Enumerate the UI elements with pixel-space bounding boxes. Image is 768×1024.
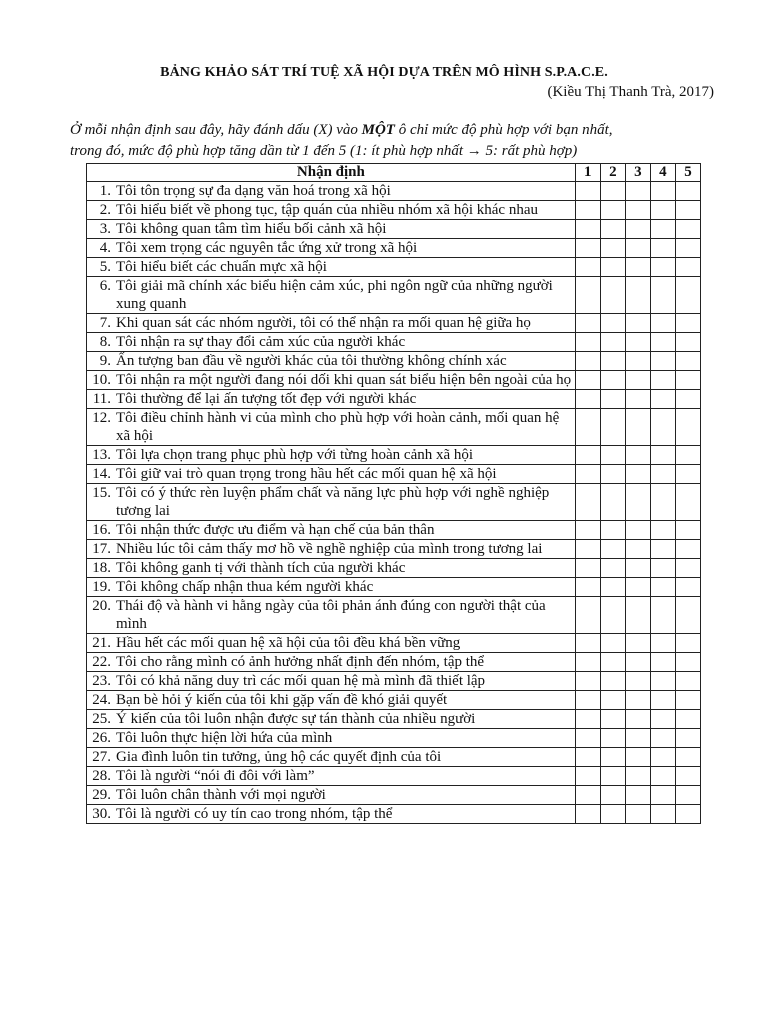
rating-cell-5[interactable]: [675, 409, 700, 446]
statement-number: 28.: [92, 768, 111, 784]
statement-cell: [87, 371, 576, 390]
statement-number: 4.: [99, 240, 111, 256]
table-row: [87, 559, 701, 578]
rating-cell-3[interactable]: [625, 786, 650, 805]
rating-cell-2[interactable]: [600, 767, 625, 786]
rating-cell-1[interactable]: [575, 182, 600, 201]
rating-cell-3[interactable]: [625, 578, 650, 597]
table-row: [87, 352, 701, 371]
rating-cell-1[interactable]: [575, 559, 600, 578]
rating-cell-1[interactable]: [575, 729, 600, 748]
rating-cell-2[interactable]: [600, 277, 625, 314]
table-row: [87, 484, 701, 521]
header-level-3: 3: [625, 164, 650, 182]
statement-number: 22.: [92, 654, 111, 670]
statement-text: Thái độ và hành vi hằng ngày của tôi phản ánh đúng con người thật của mình: [116, 598, 546, 632]
statement-text: Tôi không ganh tị với thành tích của người khác: [116, 560, 406, 576]
table-row: [87, 201, 701, 220]
rating-cell-3[interactable]: [625, 201, 650, 220]
rating-cell-4[interactable]: [650, 220, 675, 239]
statement-text: Hầu hết các mối quan hệ xã hội của tôi đều khá bền vững: [116, 635, 461, 651]
statement-text: Tôi cho rằng mình có ảnh hưởng nhất định đến nhóm, tập thể: [116, 654, 485, 670]
rating-cell-3[interactable]: [625, 691, 650, 710]
rating-cell-5[interactable]: [675, 390, 700, 409]
rating-cell-1[interactable]: [575, 314, 600, 333]
statement-text: Bạn bè hỏi ý kiến của tôi khi gặp vấn đề khó giải quyết: [116, 692, 448, 708]
rating-cell-2[interactable]: [600, 409, 625, 446]
rating-cell-5[interactable]: [675, 540, 700, 559]
rating-cell-3[interactable]: [625, 390, 650, 409]
rating-cell-4[interactable]: [650, 710, 675, 729]
rating-cell-1[interactable]: [575, 767, 600, 786]
rating-cell-2[interactable]: [600, 390, 625, 409]
rating-cell-4[interactable]: [650, 333, 675, 352]
rating-cell-1[interactable]: [575, 540, 600, 559]
rating-cell-3[interactable]: [625, 352, 650, 371]
rating-cell-5[interactable]: [675, 672, 700, 691]
table-row: [87, 390, 701, 409]
table-row: [87, 333, 701, 352]
rating-cell-3[interactable]: [625, 182, 650, 201]
rating-cell-5[interactable]: [675, 201, 700, 220]
statement-number: 25.: [92, 711, 111, 727]
rating-cell-4[interactable]: [650, 805, 675, 824]
header-statement: Nhận định: [87, 164, 576, 182]
rating-cell-3[interactable]: [625, 597, 650, 634]
rating-cell-3[interactable]: [625, 521, 650, 540]
statement-text: Tôi là người có uy tín cao trong nhóm, tập thể: [116, 806, 393, 822]
statement-text: Tôi thường để lại ấn tượng tốt đẹp với người khác: [116, 391, 417, 407]
rating-cell-1[interactable]: [575, 691, 600, 710]
rating-cell-3[interactable]: [625, 559, 650, 578]
table-row: [87, 578, 701, 597]
rating-cell-5[interactable]: [675, 805, 700, 824]
statement-number: 27.: [92, 749, 111, 765]
statement-number: 30.: [92, 806, 111, 822]
rating-cell-2[interactable]: [600, 239, 625, 258]
statement-number: 9.: [99, 353, 111, 369]
rating-cell-1[interactable]: [575, 446, 600, 465]
rating-cell-5[interactable]: [675, 465, 700, 484]
table-row: [87, 805, 701, 824]
header-level-5: 5: [675, 164, 700, 182]
rating-cell-5[interactable]: [675, 446, 700, 465]
table-row: [87, 653, 701, 672]
rating-cell-4[interactable]: [650, 767, 675, 786]
rating-cell-1[interactable]: [575, 465, 600, 484]
rating-cell-2[interactable]: [600, 314, 625, 333]
table-row: [87, 521, 701, 540]
rating-cell-3[interactable]: [625, 465, 650, 484]
rating-cell-4[interactable]: [650, 653, 675, 672]
statement-number: 17.: [92, 541, 111, 557]
table-row: [87, 371, 701, 390]
statement-cell: [87, 729, 576, 748]
rating-cell-2[interactable]: [600, 805, 625, 824]
document-title: BẢNG KHẢO SÁT TRÍ TUỆ XÃ HỘI DỰA TRÊN MÔ HÌNH S.P.A.C.E.: [160, 65, 608, 80]
header-level-4: 4: [650, 164, 675, 182]
statement-number: 13.: [92, 447, 111, 463]
statement-cell: [87, 484, 576, 521]
rating-cell-1[interactable]: [575, 352, 600, 371]
rating-cell-4[interactable]: [650, 729, 675, 748]
rating-cell-5[interactable]: [675, 314, 700, 333]
rating-cell-3[interactable]: [625, 446, 650, 465]
rating-cell-3[interactable]: [625, 653, 650, 672]
table-row: [87, 258, 701, 277]
table-row: [87, 540, 701, 559]
statement-number: 8.: [99, 334, 111, 350]
rating-cell-2[interactable]: [600, 220, 625, 239]
statement-number: 1.: [99, 183, 111, 199]
statement-text: Tôi không quan tâm tìm hiểu bối cảnh xã hội: [116, 221, 387, 237]
statement-cell: [87, 805, 576, 824]
rating-cell-5[interactable]: [675, 559, 700, 578]
statement-text: Tôi hiểu biết về phong tục, tập quán của nhiều nhóm xã hội khác nhau: [116, 202, 538, 218]
table-row: [87, 597, 701, 634]
rating-cell-3[interactable]: [625, 767, 650, 786]
table-row: [87, 748, 701, 767]
rating-cell-2[interactable]: [600, 691, 625, 710]
rating-cell-1[interactable]: [575, 277, 600, 314]
rating-cell-4[interactable]: [650, 540, 675, 559]
rating-cell-2[interactable]: [600, 634, 625, 653]
statement-cell: [87, 634, 576, 653]
rating-cell-5[interactable]: [675, 729, 700, 748]
table-row: [87, 314, 701, 333]
statement-text: Tôi luôn chân thành với mọi người: [116, 787, 326, 803]
rating-cell-2[interactable]: [600, 465, 625, 484]
rating-cell-1[interactable]: [575, 597, 600, 634]
statement-cell: [87, 220, 576, 239]
rating-cell-1[interactable]: [575, 409, 600, 446]
table-row: [87, 710, 701, 729]
rating-cell-3[interactable]: [625, 371, 650, 390]
rating-cell-1[interactable]: [575, 258, 600, 277]
survey-table: [86, 163, 701, 824]
rating-cell-5[interactable]: [675, 578, 700, 597]
rating-cell-1[interactable]: [575, 653, 600, 672]
rating-cell-3[interactable]: [625, 634, 650, 653]
rating-cell-1[interactable]: [575, 805, 600, 824]
rating-cell-4[interactable]: [650, 201, 675, 220]
rating-cell-2[interactable]: [600, 352, 625, 371]
table-row: [87, 786, 701, 805]
rating-cell-4[interactable]: [650, 578, 675, 597]
rating-cell-1[interactable]: [575, 634, 600, 653]
statement-number: 6.: [99, 278, 111, 294]
rating-cell-4[interactable]: [650, 597, 675, 634]
rating-cell-1[interactable]: [575, 748, 600, 767]
rating-cell-3[interactable]: [625, 540, 650, 559]
rating-cell-2[interactable]: [600, 446, 625, 465]
rating-cell-4[interactable]: [650, 371, 675, 390]
rating-cell-1[interactable]: [575, 484, 600, 521]
statement-cell: [87, 465, 576, 484]
rating-cell-1[interactable]: [575, 201, 600, 220]
statement-cell: [87, 672, 576, 691]
instruction-text: trong đó, mức độ phù hợp tăng dần từ 1 đến 5 (1: ít phù hợp nhất: [70, 143, 467, 159]
rating-cell-1[interactable]: [575, 239, 600, 258]
statement-cell: [87, 201, 576, 220]
rating-cell-5[interactable]: [675, 258, 700, 277]
rating-cell-4[interactable]: [650, 390, 675, 409]
rating-cell-4[interactable]: [650, 465, 675, 484]
statement-number: 7.: [99, 315, 111, 331]
table-row: [87, 672, 701, 691]
document-author: (Kiều Thị Thanh Trà, 2017): [547, 84, 714, 100]
rating-cell-4[interactable]: [650, 352, 675, 371]
statement-cell: [87, 258, 576, 277]
rating-cell-5[interactable]: [675, 182, 700, 201]
rating-cell-4[interactable]: [650, 521, 675, 540]
statement-number: 26.: [92, 730, 111, 746]
rating-cell-4[interactable]: [650, 182, 675, 201]
table-row: [87, 182, 701, 201]
statement-number: 20.: [92, 598, 111, 614]
rating-cell-5[interactable]: [675, 634, 700, 653]
rating-cell-5[interactable]: [675, 352, 700, 371]
rating-cell-3[interactable]: [625, 729, 650, 748]
rating-cell-3[interactable]: [625, 409, 650, 446]
rating-cell-4[interactable]: [650, 786, 675, 805]
table-row: [87, 634, 701, 653]
rating-cell-2[interactable]: [600, 182, 625, 201]
statement-cell: [87, 559, 576, 578]
table-row: [87, 446, 701, 465]
statement-text: Tôi nhận thức được ưu điểm và hạn chế của bản thân: [116, 522, 435, 538]
rating-cell-3[interactable]: [625, 314, 650, 333]
rating-cell-4[interactable]: [650, 239, 675, 258]
statement-cell: [87, 748, 576, 767]
table-row: [87, 691, 701, 710]
rating-cell-1[interactable]: [575, 220, 600, 239]
rating-cell-2[interactable]: [600, 484, 625, 521]
statement-text: Tôi là người “nói đi đôi với làm”: [116, 768, 315, 784]
statement-number: 23.: [92, 673, 111, 689]
table-row: [87, 277, 701, 314]
statement-text: Tôi có ý thức rèn luyện phẩm chất và năng lực phù hợp với nghề nghiệp tương lai: [116, 485, 550, 519]
rating-cell-3[interactable]: [625, 258, 650, 277]
rating-cell-2[interactable]: [600, 653, 625, 672]
rating-cell-2[interactable]: [600, 258, 625, 277]
table-row: [87, 409, 701, 446]
statement-text: Khi quan sát các nhóm người, tôi có thể nhận ra mối quan hệ giữa họ: [116, 315, 531, 331]
statement-number: 3.: [99, 221, 111, 237]
rating-cell-5[interactable]: [675, 748, 700, 767]
rating-cell-3[interactable]: [625, 484, 650, 521]
statement-cell: [87, 521, 576, 540]
rating-cell-3[interactable]: [625, 710, 650, 729]
rating-cell-3[interactable]: [625, 748, 650, 767]
rating-cell-4[interactable]: [650, 258, 675, 277]
statement-cell: [87, 540, 576, 559]
rating-cell-4[interactable]: [650, 559, 675, 578]
rating-cell-4[interactable]: [650, 277, 675, 314]
rating-cell-4[interactable]: [650, 409, 675, 446]
statement-text: Ý kiến của tôi luôn nhận được sự tán thành của nhiều người: [116, 711, 476, 727]
instruction-text: Ở mỗi nhận định sau đây, hãy đánh dấu (X) vào: [70, 122, 362, 138]
statement-text: Tôi xem trọng các nguyên tắc ứng xử trong xã hội: [116, 240, 418, 256]
rating-cell-1[interactable]: [575, 710, 600, 729]
rating-cell-2[interactable]: [600, 201, 625, 220]
statement-cell: [87, 314, 576, 333]
statement-number: 12.: [92, 410, 111, 426]
rating-cell-2[interactable]: [600, 729, 625, 748]
statement-number: 18.: [92, 560, 111, 576]
rating-cell-3[interactable]: [625, 672, 650, 691]
table-row: [87, 767, 701, 786]
header-level-2: 2: [600, 164, 625, 182]
rating-cell-5[interactable]: [675, 239, 700, 258]
instruction-text: ô chỉ mức độ phù hợp với bạn nhất,: [394, 122, 613, 138]
statement-text: Tôi không chấp nhận thua kém người khác: [116, 579, 374, 595]
rating-cell-1[interactable]: [575, 371, 600, 390]
instruction-text: 5: rất phù hợp): [481, 143, 578, 159]
statement-number: 10.: [92, 372, 111, 388]
rating-cell-3[interactable]: [625, 333, 650, 352]
rating-cell-5[interactable]: [675, 333, 700, 352]
statement-cell: [87, 182, 576, 201]
rating-cell-2[interactable]: [600, 748, 625, 767]
statement-text: Tôi giải mã chính xác biểu hiện cảm xúc, phi ngôn ngữ của những người xung quanh: [116, 278, 553, 312]
statement-text: Tôi luôn thực hiện lời hứa của mình: [116, 730, 333, 746]
rating-cell-2[interactable]: [600, 786, 625, 805]
rating-cell-5[interactable]: [675, 484, 700, 521]
rating-cell-1[interactable]: [575, 390, 600, 409]
rating-cell-2[interactable]: [600, 672, 625, 691]
rating-cell-4[interactable]: [650, 691, 675, 710]
statement-text: Gia đình luôn tin tưởng, ủng hộ các quyết định của tôi: [116, 749, 442, 765]
statement-text: Tôi tôn trọng sự đa dạng văn hoá trong xã hội: [116, 183, 391, 199]
table-header-row: [87, 164, 701, 182]
rating-cell-4[interactable]: [650, 484, 675, 521]
rating-cell-4[interactable]: [650, 314, 675, 333]
statement-cell: [87, 277, 576, 314]
table-row: [87, 220, 701, 239]
rating-cell-1[interactable]: [575, 672, 600, 691]
rating-cell-2[interactable]: [600, 578, 625, 597]
rating-cell-2[interactable]: [600, 597, 625, 634]
table-row: [87, 729, 701, 748]
rating-cell-5[interactable]: [675, 691, 700, 710]
instructions: [70, 120, 710, 162]
statement-number: 11.: [92, 391, 111, 407]
rating-cell-1[interactable]: [575, 333, 600, 352]
statement-number: 21.: [92, 635, 111, 651]
rating-cell-3[interactable]: [625, 239, 650, 258]
statement-number: 14.: [92, 466, 111, 482]
rating-cell-5[interactable]: [675, 710, 700, 729]
header-level-1: 1: [575, 164, 600, 182]
statement-text: Tôi điều chỉnh hành vi của mình cho phù hợp với hoàn cảnh, mối quan hệ xã hội: [116, 410, 560, 444]
statement-cell: [87, 691, 576, 710]
statement-cell: [87, 578, 576, 597]
rating-cell-5[interactable]: [675, 767, 700, 786]
rating-cell-4[interactable]: [650, 672, 675, 691]
statement-text: Tôi nhận ra một người đang nói dối khi quan sát biểu hiện bên ngoài của họ: [116, 372, 572, 388]
statement-cell: [87, 239, 576, 258]
statement-text: Tôi hiểu biết các chuẩn mực xã hội: [116, 259, 327, 275]
rating-cell-5[interactable]: [675, 220, 700, 239]
rating-cell-2[interactable]: [600, 559, 625, 578]
arrow-icon: →: [466, 143, 482, 159]
statement-text: Ấn tượng ban đầu về người khác của tôi thường không chính xác: [116, 353, 507, 369]
rating-cell-5[interactable]: [675, 653, 700, 672]
statement-cell: [87, 710, 576, 729]
statement-number: 24.: [92, 692, 111, 708]
statement-text: Tôi nhận ra sự thay đổi cảm xúc của người khác: [116, 334, 406, 350]
rating-cell-5[interactable]: [675, 597, 700, 634]
statement-cell: [87, 653, 576, 672]
statement-cell: [87, 446, 576, 465]
statement-text: Tôi lựa chọn trang phục phù hợp với từng hoàn cảnh xã hội: [116, 447, 474, 463]
statement-cell: [87, 767, 576, 786]
statement-number: 2.: [99, 202, 111, 218]
statement-cell: [87, 333, 576, 352]
statement-number: 29.: [92, 787, 111, 803]
statement-cell: [87, 352, 576, 371]
table-row: [87, 239, 701, 258]
rating-cell-1[interactable]: [575, 786, 600, 805]
statement-cell: [87, 786, 576, 805]
rating-cell-2[interactable]: [600, 540, 625, 559]
table-body: [87, 182, 701, 824]
statement-number: 19.: [92, 579, 111, 595]
rating-cell-1[interactable]: [575, 578, 600, 597]
rating-cell-3[interactable]: [625, 805, 650, 824]
statement-text: Tôi giữ vai trò quan trọng trong hầu hết các mối quan hệ xã hội: [116, 466, 497, 482]
rating-cell-1[interactable]: [575, 521, 600, 540]
statement-cell: [87, 597, 576, 634]
rating-cell-2[interactable]: [600, 333, 625, 352]
rating-cell-4[interactable]: [650, 634, 675, 653]
rating-cell-5[interactable]: [675, 521, 700, 540]
table-row: [87, 465, 701, 484]
rating-cell-2[interactable]: [600, 521, 625, 540]
statement-number: 5.: [99, 259, 111, 275]
statement-text: Tôi có khả năng duy trì các mối quan hệ mà mình đã thiết lập: [116, 673, 486, 689]
statement-cell: [87, 409, 576, 446]
rating-cell-2[interactable]: [600, 371, 625, 390]
rating-cell-5[interactable]: [675, 371, 700, 390]
rating-cell-3[interactable]: [625, 277, 650, 314]
rating-cell-5[interactable]: [675, 786, 700, 805]
statement-number: 16.: [92, 522, 111, 538]
rating-cell-4[interactable]: [650, 748, 675, 767]
rating-cell-4[interactable]: [650, 446, 675, 465]
rating-cell-5[interactable]: [675, 277, 700, 314]
instruction-emphasis: MỘT: [361, 122, 395, 138]
statement-number: 15.: [92, 485, 111, 501]
statement-cell: [87, 390, 576, 409]
rating-cell-2[interactable]: [600, 710, 625, 729]
rating-cell-3[interactable]: [625, 220, 650, 239]
statement-text: Nhiều lúc tôi cảm thấy mơ hồ về nghề nghiệp của mình trong tương lai: [116, 541, 543, 557]
